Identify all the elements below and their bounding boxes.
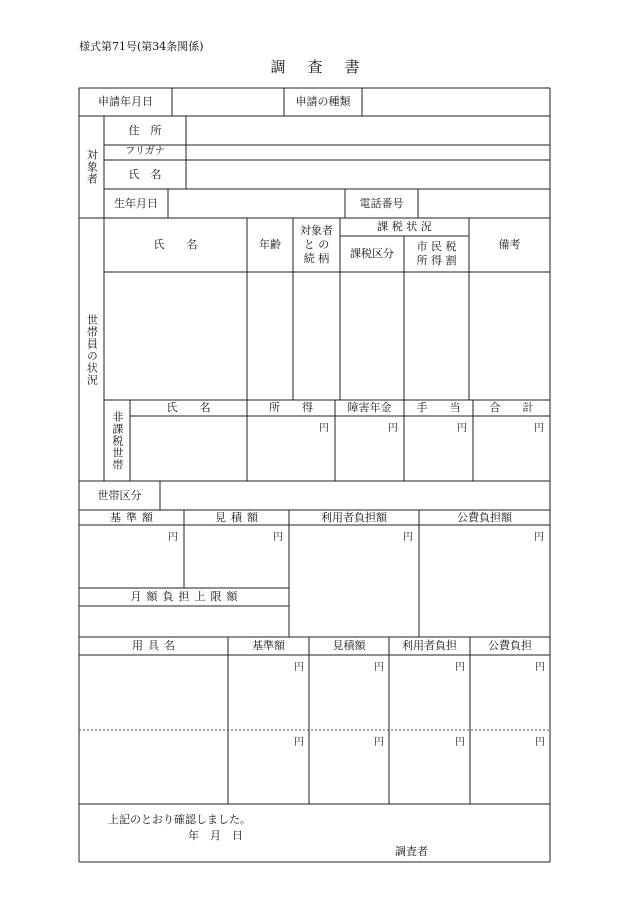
allowance-yen: 円 [457, 423, 467, 434]
phone-field[interactable] [418, 189, 550, 218]
confirmation-date: 年 月 日 [188, 829, 243, 842]
relation-header-line3: 続 柄 [303, 251, 330, 265]
equipment-row2-estimate-yen: 円 [374, 737, 384, 748]
public-burden-header: 公費負担額 [457, 510, 512, 524]
non-taxed-section-label: 非課税世帯 [110, 410, 124, 471]
public-burden-yen: 円 [534, 532, 544, 543]
equipment-standard-header: 基準額 [252, 639, 285, 653]
age-header: 年齢 [259, 238, 281, 252]
allowance-header: 手 当 [416, 401, 461, 415]
furigana-field[interactable] [186, 145, 550, 160]
standard-amount-yen: 円 [168, 532, 178, 543]
household-members-area[interactable] [104, 272, 550, 400]
total-yen: 円 [534, 423, 544, 434]
furigana-label: フリガナ [125, 146, 165, 158]
form-number: 様式第71号(第34条関係) [79, 40, 204, 53]
estimate-amount-header: 見積額 [215, 510, 263, 524]
equipment-public-burden-header: 公費負担 [488, 639, 532, 653]
application-type-field[interactable] [362, 88, 550, 116]
tax-status-header: 課 税 状 況 [377, 220, 432, 234]
relation-header-line2: と の [303, 238, 330, 252]
household-class-label: 世帯区分 [97, 488, 142, 502]
application-type-label: 申請の種類 [295, 95, 351, 109]
equipment-row1-standard-yen: 円 [294, 662, 304, 673]
equipment-row2-user-yen: 円 [455, 737, 465, 748]
member-name-header: 氏 名 [153, 238, 198, 252]
equipment-row1-user-yen: 円 [455, 662, 465, 673]
income-header: 所 得 [269, 401, 313, 415]
application-date-field[interactable] [172, 88, 284, 116]
name-field[interactable] [186, 160, 550, 189]
household-class-field[interactable] [160, 481, 550, 510]
equipment-row1-estimate-yen: 円 [374, 662, 384, 673]
equipment-row2-public-yen: 円 [535, 737, 545, 748]
equipment-row1-public-yen: 円 [535, 662, 545, 673]
city-tax-header-line2: 所 得 割 [416, 254, 457, 267]
phone-label: 電話番号 [359, 196, 404, 210]
estimate-amount-yen: 円 [273, 532, 283, 543]
non-taxed-name-header: 氏 名 [166, 401, 211, 415]
equipment-user-burden-header: 利用者負担 [402, 639, 457, 653]
equipment-row2-standard-yen: 円 [294, 737, 304, 748]
monthly-cap-label: 月額負担上限額 [130, 590, 243, 604]
monthly-cap-field[interactable] [79, 606, 289, 637]
pension-header: 障害年金 [347, 401, 392, 415]
remarks-header: 備考 [498, 238, 521, 252]
city-tax-header-line1: 市 民 税 [416, 240, 457, 254]
birthdate-field[interactable] [168, 189, 345, 218]
address-label: 住 所 [128, 123, 162, 137]
tax-class-header: 課税区分 [350, 247, 394, 261]
name-label: 氏 名 [128, 167, 162, 181]
standard-amount-header: 基準額 [110, 510, 158, 524]
relation-header-line1: 対象者 [300, 224, 333, 238]
document-title: 調査書 [270, 58, 382, 76]
household-section-label: 世帯員の状況 [85, 313, 99, 386]
equipment-name-header: 用具名 [132, 639, 180, 653]
user-burden-yen: 円 [403, 532, 413, 543]
city-tax-header [404, 236, 469, 272]
investigator-label: 調査者 [395, 845, 428, 858]
confirmation-text: 上記のとおり確認しました。 [108, 813, 251, 826]
user-burden-header: 利用者負担額 [321, 510, 387, 524]
subject-section-label: 対象者 [85, 149, 99, 185]
pension-yen: 円 [388, 423, 398, 434]
birthdate-label: 生年月日 [114, 196, 158, 210]
address-field[interactable] [186, 116, 550, 145]
income-yen: 円 [319, 423, 329, 434]
total-header: 合 計 [489, 401, 534, 415]
application-date-label: 申請年月日 [98, 95, 153, 109]
equipment-estimate-header: 見積額 [332, 639, 366, 653]
relation-header [293, 218, 340, 272]
